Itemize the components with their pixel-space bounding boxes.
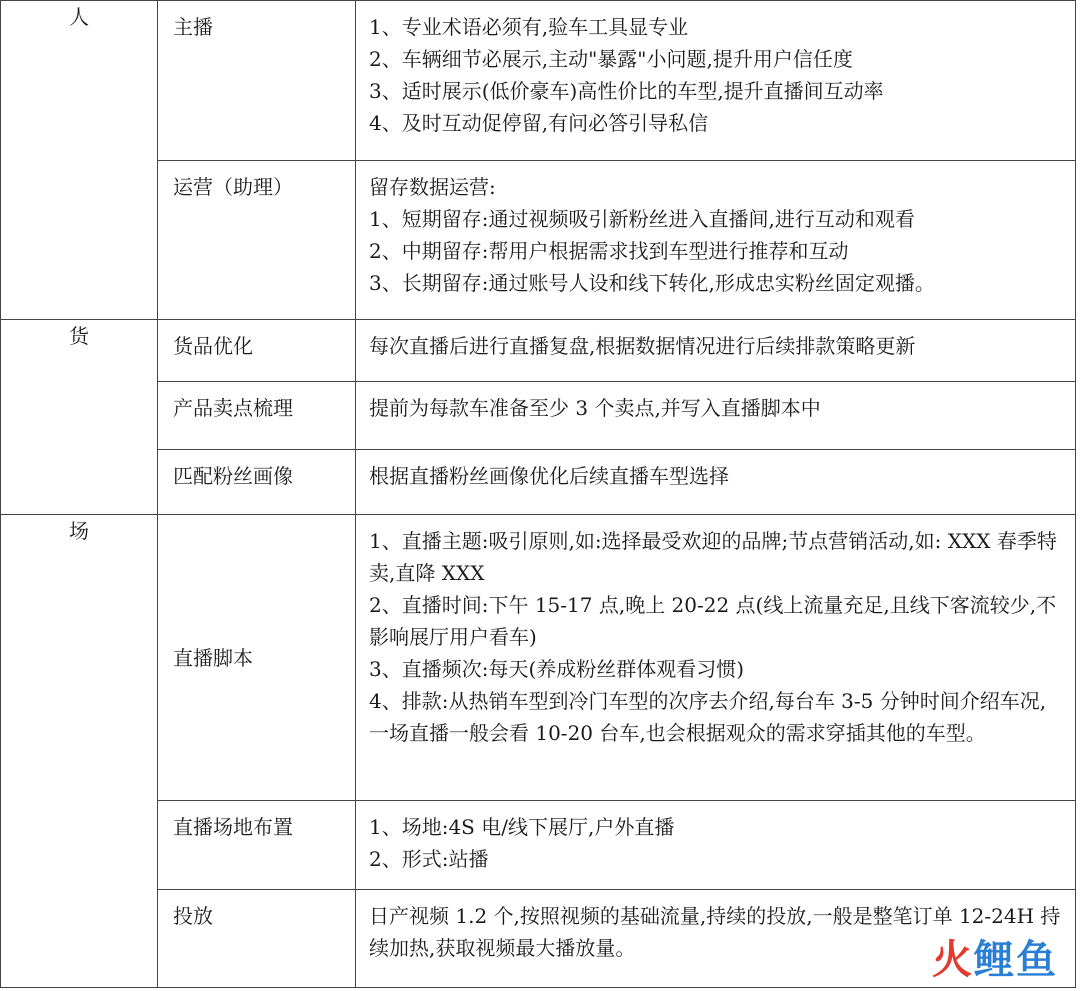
subcategory-cell — [158, 515, 356, 801]
content-line: 提前为每款车准备至少 3 个卖点,并写入直播脚本中 — [369, 396, 821, 420]
table-row — [1, 890, 1076, 988]
subcategory-cell — [158, 1, 356, 161]
subcategory-cell — [158, 382, 356, 450]
subcategory-label: 直播场地布置 — [173, 815, 293, 839]
content-line: 每次直播后进行直播复盘,根据数据情况进行后续排款策略更新 — [369, 334, 916, 358]
table-row — [1, 1, 1076, 161]
category-label: 人 — [69, 5, 89, 29]
content-line: 3、适时展示(低价豪车)高性价比的车型,提升直播间互动率 — [369, 79, 884, 103]
content-cell — [356, 515, 1076, 801]
content-line: 根据直播粉丝画像优化后续直播车型选择 — [369, 464, 729, 488]
content-line: 4、排款:从热销车型到冷门车型的次序去介绍,每台车 3-5 分钟时间介绍车况,一场直播一般会看 10-20 台车,也会根据观众的需求穿插其他的车型。 — [369, 689, 1047, 745]
subcategory-label: 运营（助理） — [173, 175, 293, 199]
category-label: 货 — [69, 324, 89, 348]
table-row — [1, 801, 1076, 890]
content-line: 1、场地:4S 电/线下展厅,户外直播 — [369, 815, 675, 839]
subcategory-label: 产品卖点梳理 — [173, 396, 293, 420]
content-cell — [356, 320, 1076, 382]
category-cell-huo — [1, 320, 158, 515]
category-label: 场 — [69, 519, 89, 543]
subcategory-cell — [158, 890, 356, 988]
subcategory-cell — [158, 161, 356, 320]
content-cell — [356, 382, 1076, 450]
content-line: 2、形式:站播 — [369, 847, 489, 871]
watermark-logo — [932, 928, 1058, 985]
content-line: 2、直播时间:下午 15-17 点,晚上 20-22 点(线上流量充足,且线下客流较少,不影响展厅用户看车) — [369, 593, 1057, 649]
content-line: 3、直播频次:每天(养成粉丝群体观看习惯) — [369, 657, 745, 681]
table-row — [1, 320, 1076, 382]
content-line: 1、直播主题:吸引原则,如:选择最受欢迎的品牌;节点营销活动,如: XXX 春季特卖,直降 XXX — [369, 529, 1057, 585]
content-line: 日产视频 1.2 个,按照视频的基础流量,持续的投放,一般是整笔订单 12-24H 持续加热,获取视频最大播放量。 — [369, 904, 1061, 960]
subcategory-label: 货品优化 — [173, 334, 253, 358]
subcategory-cell — [158, 450, 356, 515]
content-cell — [356, 450, 1076, 515]
subcategory-cell — [158, 320, 356, 382]
content-cell — [356, 161, 1076, 320]
subcategory-cell — [158, 801, 356, 890]
subcategory-label: 投放 — [173, 904, 213, 928]
category-cell-ren — [1, 1, 158, 320]
content-line: 2、车辆细节必展示,主动"暴露"小问题,提升用户信任度 — [369, 47, 853, 71]
watermark-part-fish: 鲤鱼 — [974, 937, 1058, 983]
content-line: 4、及时互动促停留,有问必答引导私信 — [369, 111, 709, 135]
content-cell — [356, 1, 1076, 161]
subcategory-label: 直播脚本 — [173, 645, 253, 670]
table-row — [1, 161, 1076, 320]
content-cell — [356, 801, 1076, 890]
subcategory-label: 主播 — [173, 15, 213, 39]
content-line: 2、中期留存:帮用户根据需求找到车型进行推荐和互动 — [369, 239, 849, 263]
category-cell-chang — [1, 515, 158, 988]
table-row — [1, 450, 1076, 515]
content-line: 留存数据运营: — [369, 175, 496, 199]
watermark-part-fire: 火 — [932, 937, 974, 983]
table-row — [1, 382, 1076, 450]
subcategory-label: 匹配粉丝画像 — [173, 464, 293, 488]
content-line: 1、短期留存:通过视频吸引新粉丝进入直播间,进行互动和观看 — [369, 207, 915, 231]
table-row — [1, 515, 1076, 801]
content-line: 3、长期留存:通过账号人设和线下转化,形成忠实粉丝固定观播。 — [369, 271, 935, 295]
content-line: 1、专业术语必须有,验车工具显专业 — [369, 15, 689, 39]
